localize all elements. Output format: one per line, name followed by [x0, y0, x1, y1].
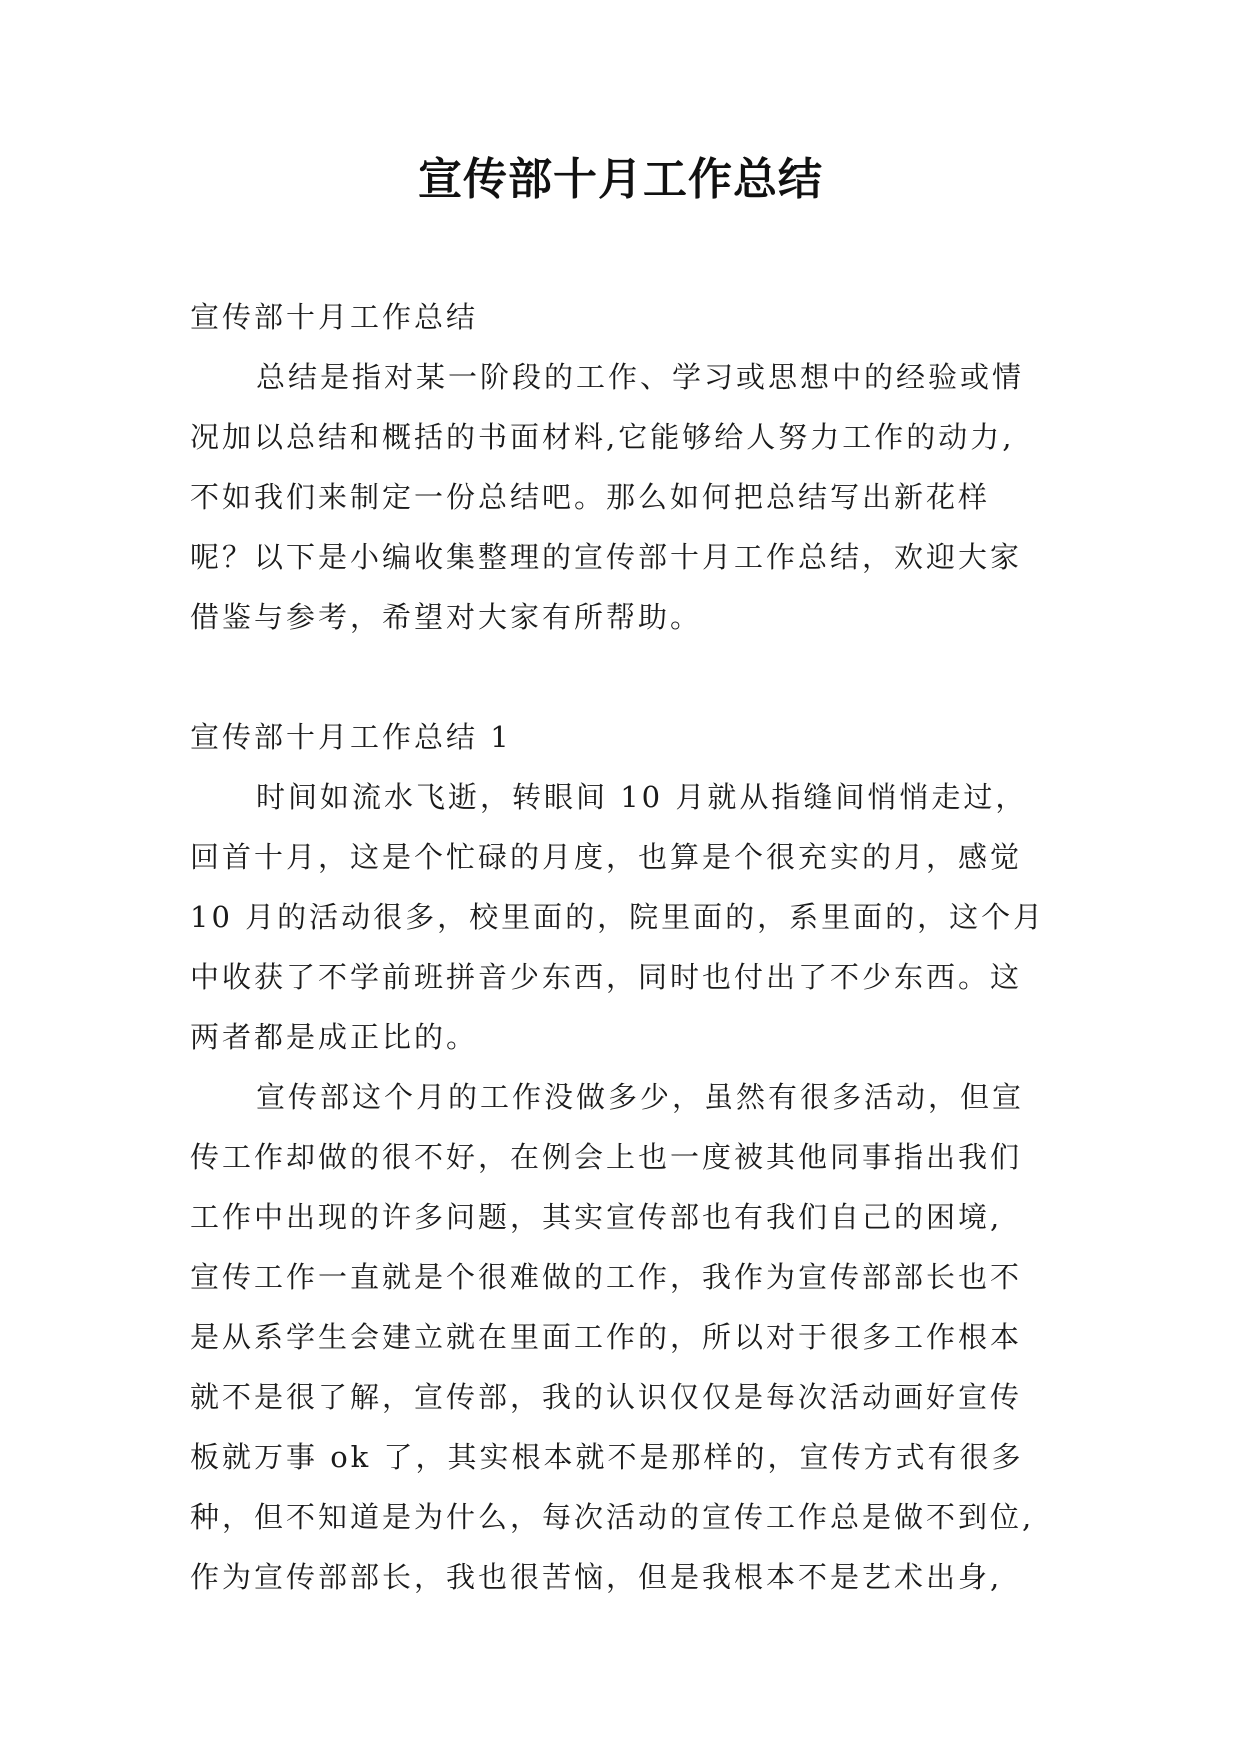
document-body	[190, 287, 1052, 1607]
paragraph-line: 不如我们来制定一份总结吧。那么如何把总结写出新花样	[190, 480, 991, 514]
paragraph-line: 10 月的活动很多，校里面的，院里面的，系里面的，这个月	[190, 900, 1046, 934]
paragraph-line: 中收获了不学前班拼音少东西，同时也付出了不少东西。这	[190, 960, 1023, 994]
paragraph-line: 工作中出现的许多问题，其实宣传部也有我们自己的困境,	[190, 1200, 1003, 1234]
paragraph-line: 回首十月，这是个忙碌的月度，也算是个很充实的月，感觉	[190, 840, 1023, 874]
paragraph-line: 宣传部这个月的工作没做多少，虽然有很多活动，但宣	[256, 1080, 1025, 1114]
document-subtitle: 宣传部十月工作总结	[190, 300, 479, 334]
paragraph-line: 况加以总结和概括的书面材料,它能够给人努力工作的动力,	[190, 420, 1015, 454]
paragraph-line: 种，但不知道是为什么，每次活动的宣传工作总是做不到位,	[190, 1500, 1035, 1534]
document-title: 宣传部十月工作总结	[418, 154, 823, 205]
paragraph-line: 传工作却做的很不好，在例会上也一度被其他同事指出我们	[190, 1140, 1023, 1174]
paragraph-line: 板就万事 ok 了，其实根本就不是那样的，宣传方式有很多	[190, 1440, 1024, 1474]
paragraph-line: 是从系学生会建立就在里面工作的，所以对于很多工作根本	[190, 1320, 1023, 1354]
paragraph-line: 宣传工作一直就是个很难做的工作，我作为宣传部部长也不	[190, 1260, 1023, 1294]
paragraph-line: 总结是指对某一阶段的工作、学习或思想中的经验或情	[256, 360, 1025, 394]
paragraph-line: 呢？以下是小编收集整理的宣传部十月工作总结，欢迎大家	[190, 540, 1023, 574]
section-heading: 宣传部十月工作总结 1	[190, 720, 512, 754]
paragraph-line: 两者都是成正比的。	[190, 1020, 479, 1054]
paragraph-line: 时间如流水飞逝，转眼间 10 月就从指缝间悄悄走过，	[256, 780, 1028, 814]
paragraph-line: 借鉴与参考，希望对大家有所帮助。	[190, 600, 703, 634]
section-paragraph-1	[190, 767, 1052, 1067]
section-paragraph-2	[190, 1067, 1052, 1607]
intro-paragraph	[190, 347, 1052, 647]
paragraph-line: 就不是很了解，宣传部，我的认识仅仅是每次活动画好宣传	[190, 1380, 1023, 1414]
section-spacer	[190, 647, 1052, 707]
paragraph-line: 作为宣传部部长，我也很苦恼，但是我根本不是艺术出身,	[190, 1560, 1003, 1594]
